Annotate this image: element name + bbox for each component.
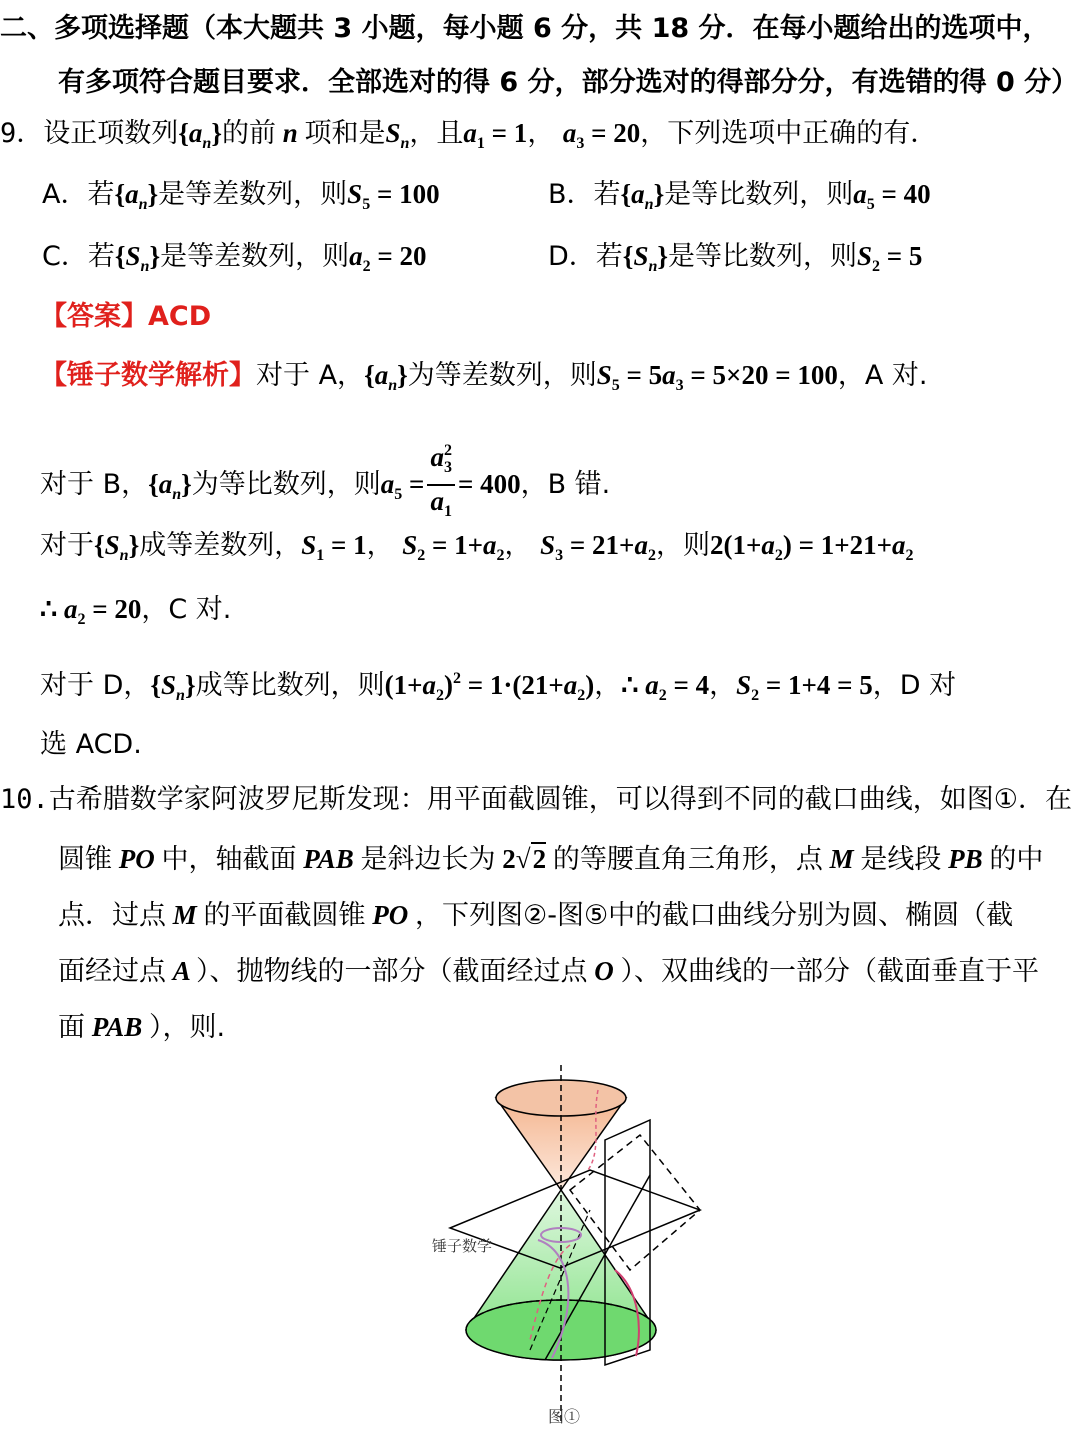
cone-section-figure — [420, 1060, 720, 1430]
q9-analysis-c2: ∴ $a_2 = 20$，C 对. — [40, 594, 232, 628]
q9-analysis-b: 对于 B，$\{a_n\}$为等比数列，则$a_5$ = $\frac{a_3^2}{a_1}$ = 400，B 错. — [40, 440, 610, 531]
q9-option-c: C．若$\{S_n\}$是等差数列，则$a_2 = 20$ — [42, 241, 427, 275]
q9-number: 9． — [0, 118, 44, 149]
section-heading-line2: 有多项符合题目要求．全部选对的得 6 分，部分选对的得部分分，有选错的得 0 分） — [58, 67, 1079, 98]
q9-option-a: A．若$\{a_n\}$是等差数列，则$S_5 = 100$ — [42, 179, 440, 213]
q9-conclusion: 选 ACD. — [40, 729, 142, 760]
q9-option-b: B．若$\{a_n\}$是等比数列，则$a_5 = 40$ — [548, 179, 931, 213]
section-heading-line1: 二、多项选择题（本大题共 3 小题，每小题 6 分，共 18 分．在每小题给出的选项中， — [0, 13, 1050, 44]
figure-caption: 图① — [548, 1409, 581, 1426]
q10-line4: 面经过点 A ）、抛物线的一部分（截面经过点 O ）、双曲线的一部分（截面垂直于平 — [58, 956, 1040, 987]
q9-analysis-d: 对于 D，$\{S_n\}$成等比数列，则$(1+a_2)^2 = 1\cdot(21+a_2)$，∴ $a_2 = 4$，$S_2 = 1+4 = 5$，D 对 — [40, 670, 957, 704]
q10-line2: 圆锥 PO 中，轴截面 PAB 是斜边长为 2√2 的等腰直角三角形，点 M 是线段 PB 的中 — [58, 844, 1044, 875]
q9-answer: 【答案】ACD — [40, 301, 212, 332]
q10-line5: 面 PAB ），则. — [58, 1012, 226, 1043]
q9-analysis-c: 对于$\{S_n\}$成等差数列，$S_1 = 1$， $S_2 = 1+a_2$， $S_3 = 21+a_2$，则$2(1+a_2) = 1+21+a_2$ — [40, 530, 914, 564]
q10-line3: 点．过点 M 的平面截圆锥 PO ，下列图②-图⑤中的截口曲线分别为圆、椭圆（截 — [58, 900, 1014, 931]
q9-analysis-a: 【锤子数学解析】对于 A，$\{a_n\}$为等差数列，则$S_5 = 5a_3 = 5\times 20 = 100$，A 对. — [40, 360, 928, 394]
q9-option-d: D．若$\{S_n\}$是等比数列，则$S_2 = 5$ — [548, 241, 923, 275]
q9-stem: 9．设正项数列$\{a_n\}$的前 n 项和是$S_n$，且$a_1 = 1$， $a_3 = 20$，下列选项中正确的有． — [0, 118, 938, 152]
q10-number: 10. — [0, 784, 49, 815]
q10-line1: 10.古希腊数学家阿波罗尼斯发现：用平面截圆锥，可以得到不同的截口曲线，如图①．在 — [0, 784, 1072, 815]
figure-watermark: 锤子数学 — [432, 1239, 493, 1255]
